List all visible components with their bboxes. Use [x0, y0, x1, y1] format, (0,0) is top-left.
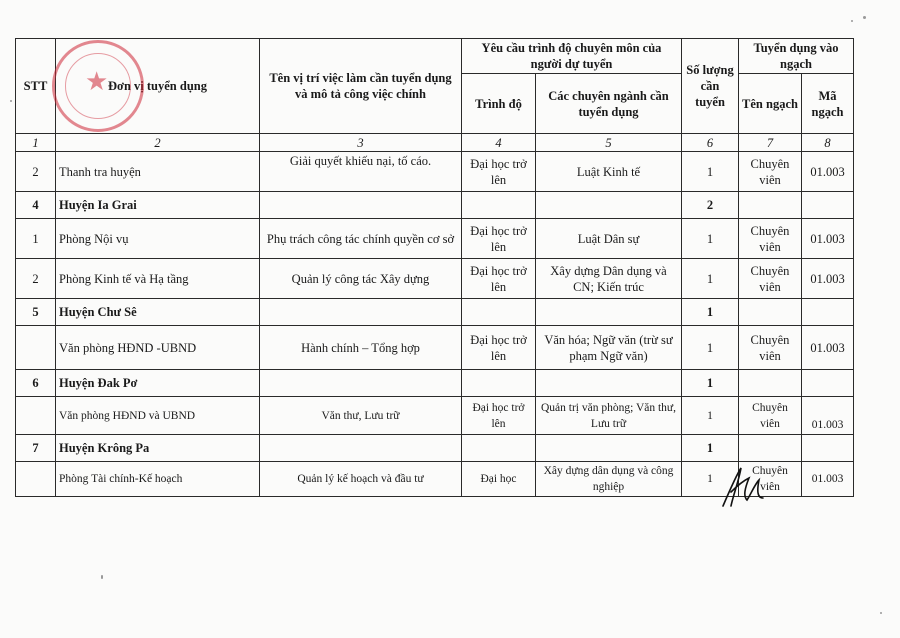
table-row	[16, 152, 854, 192]
row-position: Quản lý công tác Xây dựng	[260, 259, 462, 299]
group-row	[16, 370, 854, 397]
row-quantity: 1	[682, 259, 739, 299]
row-level: Đại học trở lên	[462, 219, 536, 259]
row-level: Đại học	[462, 462, 536, 497]
row-majors: Quản trị văn phòng; Văn thư, Lưu trữ	[536, 397, 682, 435]
row-rank-code: 01.003	[802, 462, 854, 497]
group-row	[16, 299, 854, 326]
header-level: Trình độ	[462, 74, 536, 134]
group-unit: Huyện Krông Pa	[56, 435, 260, 462]
header-quantity: Số lượng cần tuyển	[682, 39, 739, 134]
row-rank-code: 01.003	[802, 326, 854, 370]
header-unit: Đơn vị tuyển dụng	[56, 39, 260, 134]
scan-speck	[101, 575, 103, 579]
row-position: Quản lý kế hoạch và đầu tư	[260, 462, 462, 497]
table-row	[16, 397, 854, 435]
col-number: 7	[739, 134, 802, 152]
row-rank-name: Chuyên viên	[739, 462, 802, 497]
col-number: 1	[16, 134, 56, 152]
star-icon: ★	[85, 67, 109, 97]
row-unit: Phòng Kinh tế và Hạ tầng	[56, 259, 260, 299]
header-rank-group: Tuyển dụng vào ngạch	[739, 39, 854, 74]
group-unit: Huyện Chư Sê	[56, 299, 260, 326]
row-unit: Văn phòng HĐND và UBND	[56, 397, 260, 435]
recruitment-table	[15, 38, 854, 497]
row-unit: Phòng Tài chính-Kế hoạch	[56, 462, 260, 497]
row-stt: 2	[16, 259, 56, 299]
row-majors: Xây dựng dân dụng và công nghiệp	[536, 462, 682, 497]
row-majors: Luật Kinh tế	[536, 152, 682, 192]
header-requirement: Yêu cầu trình độ chuyên môn của người dự tuyển	[462, 39, 682, 74]
scan-speck	[10, 100, 12, 102]
header-rank-name: Tên ngạch	[739, 74, 802, 134]
row-rank-name: Chuyên viên	[739, 152, 802, 192]
row-rank-code: 01.003	[802, 397, 854, 435]
table-row	[16, 219, 854, 259]
group-stt: 5	[16, 299, 56, 326]
col-number: 2	[56, 134, 260, 152]
row-level: Đại học trở lên	[462, 152, 536, 192]
header-stt: STT	[16, 39, 56, 134]
col-number: 5	[536, 134, 682, 152]
header-position: Tên vị trí việc làm cần tuyển dụng và mô tả công việc chính	[260, 39, 462, 134]
group-row	[16, 192, 854, 219]
table-row	[16, 462, 854, 497]
row-quantity: 1	[682, 397, 739, 435]
row-unit: Phòng Nội vụ	[56, 219, 260, 259]
table-row	[16, 259, 854, 299]
row-rank-name: Chuyên viên	[739, 259, 802, 299]
row-position: Văn thư, Lưu trữ	[260, 397, 462, 435]
row-stt	[16, 326, 56, 370]
row-position: Phụ trách công tác chính quyền cơ sở	[260, 219, 462, 259]
col-number: 8	[802, 134, 854, 152]
row-quantity: 1	[682, 462, 739, 497]
table-row	[16, 326, 854, 370]
group-stt: 6	[16, 370, 56, 397]
scan-speck	[880, 612, 882, 614]
row-stt: 1	[16, 219, 56, 259]
row-stt	[16, 397, 56, 435]
group-row	[16, 435, 854, 462]
row-rank-name: Chuyên viên	[739, 326, 802, 370]
row-stt	[16, 462, 56, 497]
col-number: 4	[462, 134, 536, 152]
row-majors: Luật Dân sự	[536, 219, 682, 259]
row-quantity: 1	[682, 152, 739, 192]
row-quantity: 1	[682, 326, 739, 370]
row-level: Đại học trở lên	[462, 326, 536, 370]
column-number-row	[16, 134, 854, 152]
row-unit: Văn phòng HĐND -UBND	[56, 326, 260, 370]
group-quantity: 1	[682, 370, 739, 397]
group-quantity: 2	[682, 192, 739, 219]
header-majors: Các chuyên ngành cần tuyển dụng	[536, 74, 682, 134]
col-number: 6	[682, 134, 739, 152]
group-stt: 7	[16, 435, 56, 462]
row-majors: Văn hóa; Ngữ văn (trừ sư phạm Ngữ văn)	[536, 326, 682, 370]
group-quantity: 1	[682, 299, 739, 326]
row-level: Đại học trở lên	[462, 397, 536, 435]
group-quantity: 1	[682, 435, 739, 462]
group-unit: Huyện Ia Grai	[56, 192, 260, 219]
scan-speck	[851, 20, 853, 22]
row-position: Giải quyết khiếu nại, tố cáo.	[260, 152, 462, 192]
row-majors: Xây dựng Dân dụng và CN; Kiến trúc	[536, 259, 682, 299]
row-position: Hành chính – Tổng hợp	[260, 326, 462, 370]
row-stt: 2	[16, 152, 56, 192]
row-rank-name: Chuyên viên	[739, 219, 802, 259]
row-rank-code: 01.003	[802, 259, 854, 299]
header-rank-code: Mã ngạch	[802, 74, 854, 134]
group-stt: 4	[16, 192, 56, 219]
row-quantity: 1	[682, 219, 739, 259]
scan-speck	[863, 16, 866, 19]
row-unit: Thanh tra huyện	[56, 152, 260, 192]
group-unit: Huyện Đak Pơ	[56, 370, 260, 397]
row-rank-code: 01.003	[802, 152, 854, 192]
row-level: Đại học trở lên	[462, 259, 536, 299]
row-rank-name: Chuyên viên	[739, 397, 802, 435]
row-rank-code: 01.003	[802, 219, 854, 259]
col-number: 3	[260, 134, 462, 152]
